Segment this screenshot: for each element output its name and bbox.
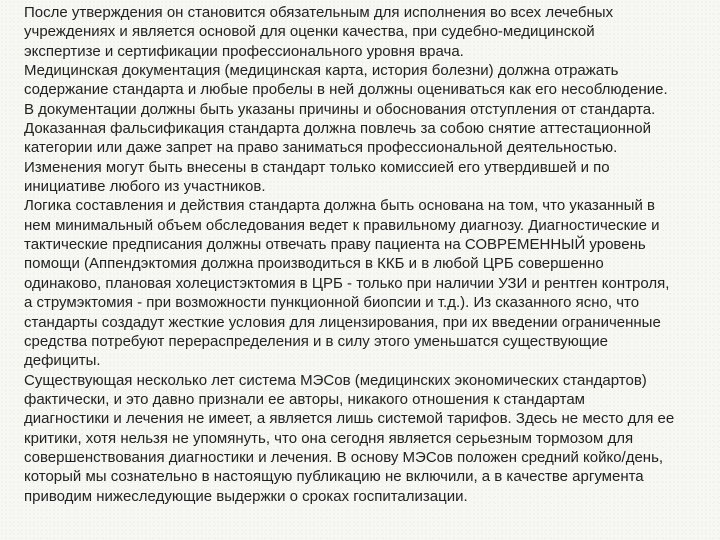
text-line: а струмэктомия - при возможности пункционной биопсии и т.д.). Из сказанного ясно, что	[24, 294, 640, 312]
text-line: диагностики и лечения не имеет, а является лишь системой тарифов. Здесь не место для ее	[24, 410, 675, 428]
text-line: В документации должны быть указаны причины и обоснования отступления от стандарта.	[24, 100, 656, 118]
text-line: инициативе любого из участников.	[24, 178, 266, 196]
text-line: категории или даже запрет на право заниматься профессиональной деятельностью.	[24, 139, 618, 157]
text-line: После утверждения он становится обязательным для исполнения во всех лечебных	[24, 4, 614, 21]
text-line: средства потребуют перераспределения и в силу этого уменьшатся существующие	[24, 332, 608, 350]
body-text	[24, 3, 700, 506]
text-line: Изменения могут быть внесены в стандарт только комиссией его утвердившей и по	[24, 158, 610, 176]
text-line: дефициты.	[24, 352, 101, 370]
text-line: нем минимальный объем обследования ведет к правильному диагнозу. Диагностические и	[24, 216, 660, 234]
text-line: экспертизе и сертификации профессионального уровня врача.	[24, 42, 464, 60]
text-line: помощи (Аппендэктомия должна производиться в ККБ и в любой ЦРБ совершенно	[24, 255, 604, 273]
text-line: критики, хотя нельзя не упомянуть, что она сегодня является серьезным тормозом для	[24, 429, 634, 447]
text-line: совершенствования диагностики и лечения. В основу МЭСов положен средний койко/день,	[24, 448, 664, 466]
text-line: Доказанная фальсификация стандарта должна повлечь за собою снятие аттестационной	[24, 120, 651, 138]
text-line: приводим нижеследующие выдержки о сроках госпитализации.	[24, 487, 468, 505]
text-line: Логика составления и действия стандарта должна быть основана на том, что указанный в	[24, 197, 655, 215]
text-line: содержание стандарта и любые пробелы в ней должны оцениваться как его несоблюдение.	[24, 81, 668, 99]
text-line: стандарты создадут жесткие условия для лицензирования, при их введении ограниченные	[24, 313, 661, 331]
text-line: одинаково, плановая холецистэктомия в ЦРБ - только при наличии УЗИ и рентген контроля,	[24, 274, 670, 292]
text-line: учреждениях и является основой для оценки качества, при судебно-медицинской	[24, 23, 595, 41]
text-line: фактически, и это давно признали ее авторы, никакого отношения к стандартам	[24, 390, 585, 408]
text-line: тактические предписания должны отвечать праву пациента на СОВРЕМЕННЫЙ уровень	[24, 236, 646, 254]
text-line: который мы сознательно в настоящую публикацию не включили, а в качестве аргумента	[24, 468, 644, 486]
text-line: Медицинская документация (медицинская карта, история болезни) должна отражать	[24, 62, 619, 80]
text-line: Существующая несколько лет система МЭСов (медицинских экономических стандартов)	[24, 371, 647, 389]
